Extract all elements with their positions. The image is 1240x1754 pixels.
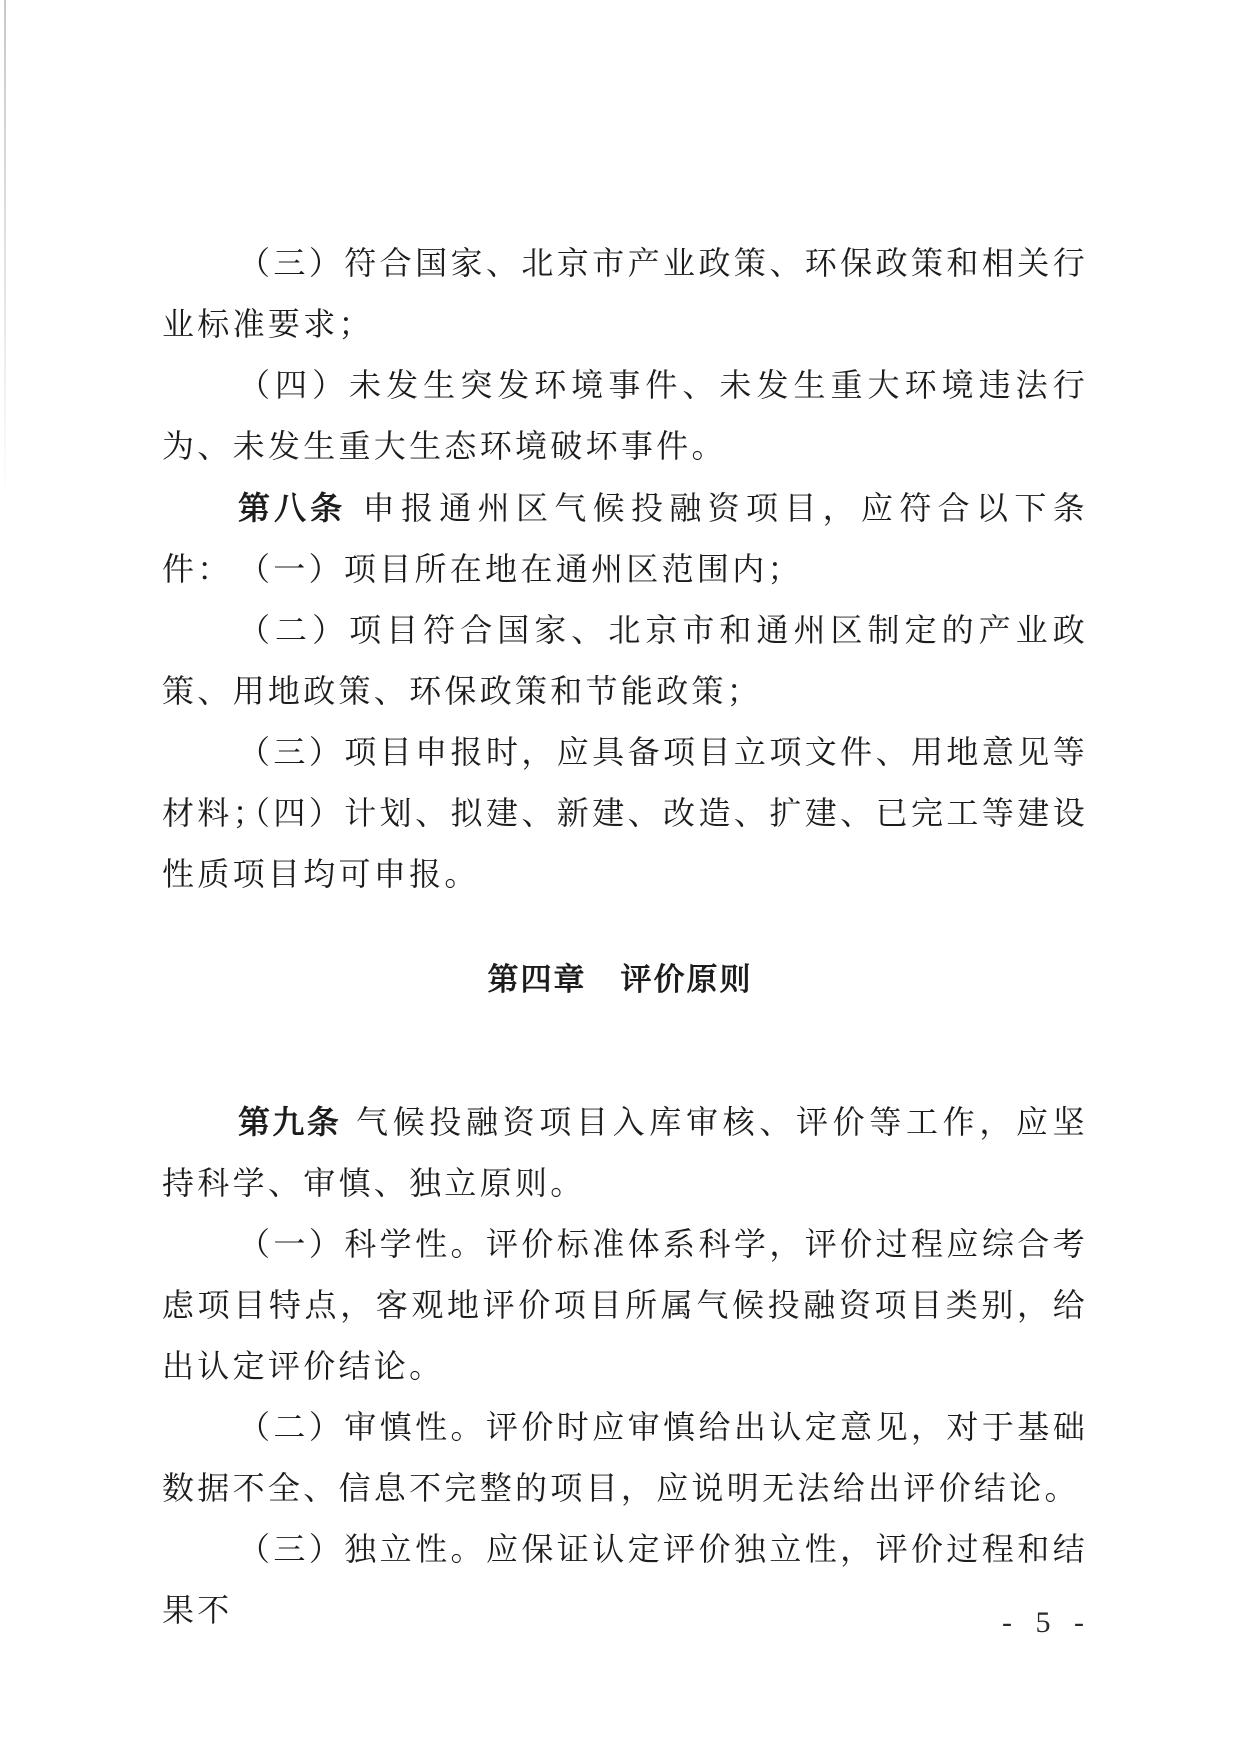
chapter-title: 评价原则 xyxy=(620,962,753,998)
principle-item-1 xyxy=(162,1214,1088,1397)
paragraph-text: 气候投融资项目入库审核、评价等工作，应坚持科学、审慎、独立原则。 xyxy=(162,1103,1088,1202)
article-number: 第八条 xyxy=(238,489,347,527)
paragraph-text: （一）项目所在地在通州区范围内； xyxy=(238,550,803,588)
condition-item-2 xyxy=(162,600,1088,722)
paragraph-text: （三）符合国家、北京市产业政策、环保政策和相关行业标准要求； xyxy=(162,244,1088,343)
paragraph-text: 申报通州区气候投融资项目，应符合以下条件： xyxy=(162,489,1088,588)
paragraph-text: （四）未发生突发环境事件、未发生重大环境违法行为、未发生重大生态环境破坏事件。 xyxy=(162,366,1088,465)
paragraph-text: （一）科学性。评价标准体系科学，评价过程应综合考虑项目特点，客观地评价项目所属气候投融资项目类别，给出认定评价结论。 xyxy=(162,1225,1088,1385)
principle-item-2 xyxy=(162,1397,1088,1519)
paragraph-text: （四）计划、拟建、新建、改造、扩建、已完工等建设性质项目均可申报。 xyxy=(162,794,1088,893)
article-number: 第九条 xyxy=(238,1103,342,1141)
paragraph-text: （三）独立性。应保证认定评价独立性，评价过程和结果不 xyxy=(162,1530,1088,1629)
paragraph-text: （二）审慎性。评价时应审慎给出认定意见，对于基础数据不全、信息不完整的项目，应说明无法给出评价结论。 xyxy=(162,1408,1088,1507)
condition-item-4 xyxy=(162,783,1088,905)
page-number: - 5 - xyxy=(1002,1606,1092,1639)
paragraph-item-4 xyxy=(162,355,1088,477)
condition-item-1 xyxy=(162,539,1088,600)
article-9 xyxy=(162,1092,1088,1214)
paragraph-text: （三）项目申报时，应具备项目立项文件、用地意见等材料； xyxy=(162,733,1088,832)
paragraph-text: （二）项目符合国家、北京市和通州区制定的产业政策、用地政策、环保政策和节能政策； xyxy=(162,611,1088,710)
chapter-number: 第四章 xyxy=(487,962,587,998)
paragraph-item-3 xyxy=(162,233,1088,355)
principle-item-3 xyxy=(162,1519,1088,1641)
chapter-heading xyxy=(0,954,1240,999)
